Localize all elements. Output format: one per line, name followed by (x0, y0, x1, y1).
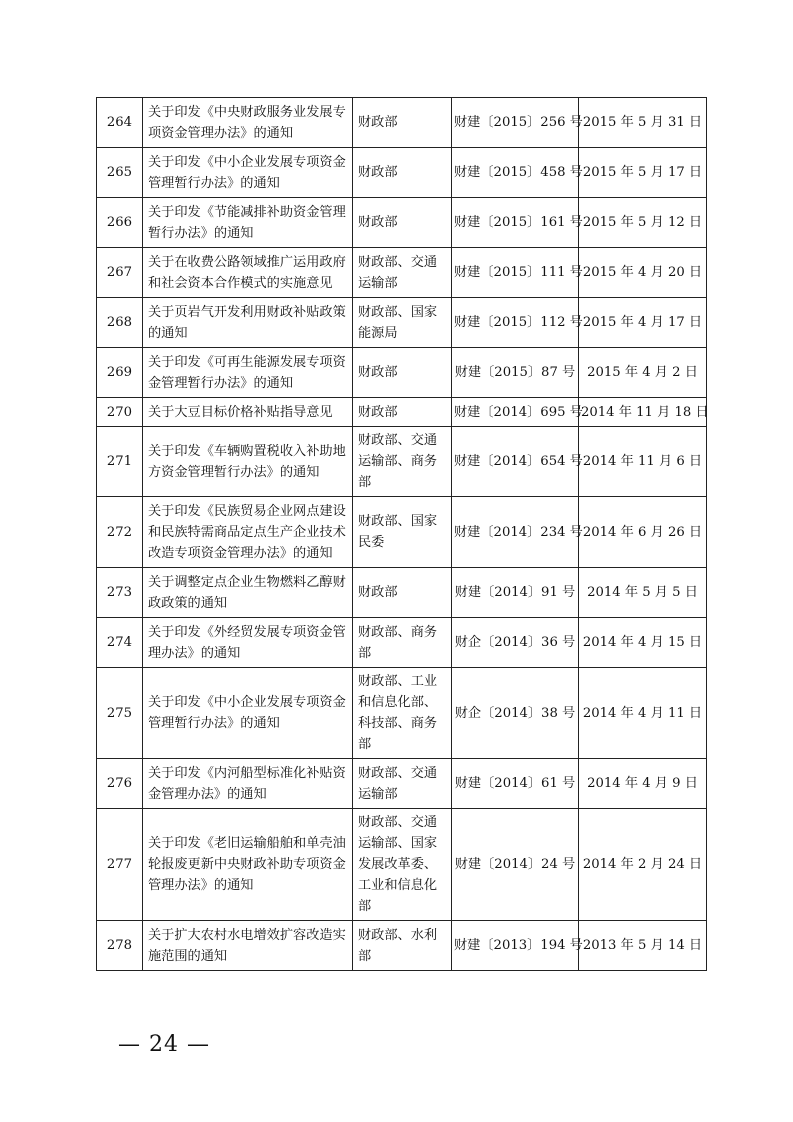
document-number: 财建〔2014〕91 号 (452, 568, 579, 618)
table-row (97, 568, 707, 618)
document-title: 关于印发《老旧运输船舶和单壳油轮报废更新中央财政补助专项资金管理办法》的通知 (143, 809, 353, 921)
row-number: 278 (97, 921, 143, 971)
document-title: 关于印发《外经贸发展专项资金管理办法》的通知 (143, 618, 353, 668)
table-row (97, 921, 707, 971)
table-row (97, 248, 707, 298)
row-number: 267 (97, 248, 143, 298)
document-title: 关于印发《车辆购置税收入补助地方资金管理暂行办法》的通知 (143, 427, 353, 497)
document-number: 财建〔2015〕87 号 (452, 348, 579, 398)
document-number: 财建〔2014〕695 号 (452, 398, 579, 427)
issue-date: 2014 年 4 月 15 日 (579, 618, 707, 668)
document-number: 财建〔2015〕112 号 (452, 298, 579, 348)
issue-date: 2014 年 6 月 26 日 (579, 497, 707, 568)
row-number: 265 (97, 148, 143, 198)
issue-date: 2015 年 4 月 20 日 (579, 248, 707, 298)
issuing-department: 财政部、交通运输部 (353, 759, 452, 809)
document-title: 关于在收费公路领域推广运用政府和社会资本合作模式的实施意见 (143, 248, 353, 298)
row-number: 276 (97, 759, 143, 809)
table-row (97, 198, 707, 248)
table-row (97, 348, 707, 398)
table-row (97, 497, 707, 568)
table-row (97, 759, 707, 809)
row-number: 275 (97, 668, 143, 759)
document-title: 关于印发《中小企业发展专项资金管理暂行办法》的通知 (143, 668, 353, 759)
document-title: 关于大豆目标价格补贴指导意见 (143, 398, 353, 427)
document-number: 财建〔2014〕654 号 (452, 427, 579, 497)
document-number: 财建〔2014〕61 号 (452, 759, 579, 809)
row-number: 268 (97, 298, 143, 348)
row-number: 277 (97, 809, 143, 921)
table-row (97, 298, 707, 348)
table-row (97, 398, 707, 427)
issuing-department: 财政部、国家民委 (353, 497, 452, 568)
table-row (97, 427, 707, 497)
page-number: — 24 — (118, 1032, 210, 1057)
document-number: 财建〔2014〕234 号 (452, 497, 579, 568)
table-row (97, 618, 707, 668)
issue-date: 2014 年 4 月 11 日 (579, 668, 707, 759)
row-number: 264 (97, 98, 143, 148)
issue-date: 2014 年 11 月 18 日 (579, 398, 707, 427)
document-number: 财建〔2015〕161 号 (452, 198, 579, 248)
issue-date: 2015 年 5 月 17 日 (579, 148, 707, 198)
document-number: 财建〔2015〕111 号 (452, 248, 579, 298)
document-title: 关于扩大农村水电增效扩容改造实施范围的通知 (143, 921, 353, 971)
issuing-department: 财政部、工业和信息化部、科技部、商务部 (353, 668, 452, 759)
row-number: 269 (97, 348, 143, 398)
issue-date: 2015 年 4 月 2 日 (579, 348, 707, 398)
issuing-department: 财政部 (353, 198, 452, 248)
document-number: 财建〔2013〕194 号 (452, 921, 579, 971)
policy-document-table (96, 97, 707, 971)
issue-date: 2015 年 5 月 31 日 (579, 98, 707, 148)
document-title: 关于印发《中央财政服务业发展专项资金管理办法》的通知 (143, 98, 353, 148)
issuing-department: 财政部、国家能源局 (353, 298, 452, 348)
document-number: 财企〔2014〕36 号 (452, 618, 579, 668)
row-number: 270 (97, 398, 143, 427)
issuing-department: 财政部、交通运输部、商务部 (353, 427, 452, 497)
issuing-department: 财政部 (353, 398, 452, 427)
document-title: 关于印发《民族贸易企业网点建设和民族特需商品定点生产企业技术改造专项资金管理办法》的通知 (143, 497, 353, 568)
issuing-department: 财政部、交通运输部、国家发展改革委、工业和信息化部 (353, 809, 452, 921)
issue-date: 2015 年 4 月 17 日 (579, 298, 707, 348)
issuing-department: 财政部、交通运输部 (353, 248, 452, 298)
row-number: 266 (97, 198, 143, 248)
document-title: 关于页岩气开发利用财政补贴政策的通知 (143, 298, 353, 348)
document-number: 财建〔2015〕256 号 (452, 98, 579, 148)
issuing-department: 财政部、水利部 (353, 921, 452, 971)
document-title: 关于印发《可再生能源发展专项资金管理暂行办法》的通知 (143, 348, 353, 398)
document-title: 关于印发《中小企业发展专项资金管理暂行办法》的通知 (143, 148, 353, 198)
table-row (97, 148, 707, 198)
issuing-department: 财政部 (353, 568, 452, 618)
document-number: 财企〔2014〕38 号 (452, 668, 579, 759)
document-number: 财建〔2015〕458 号 (452, 148, 579, 198)
issuing-department: 财政部 (353, 98, 452, 148)
table-row (97, 809, 707, 921)
issuing-department: 财政部 (353, 348, 452, 398)
issue-date: 2014 年 4 月 9 日 (579, 759, 707, 809)
issue-date: 2014 年 2 月 24 日 (579, 809, 707, 921)
document-title: 关于印发《节能减排补助资金管理暂行办法》的通知 (143, 198, 353, 248)
row-number: 273 (97, 568, 143, 618)
issue-date: 2014 年 11 月 6 日 (579, 427, 707, 497)
row-number: 272 (97, 497, 143, 568)
issue-date: 2015 年 5 月 12 日 (579, 198, 707, 248)
document-title: 关于印发《内河船型标准化补贴资金管理办法》的通知 (143, 759, 353, 809)
document-title: 关于调整定点企业生物燃料乙醇财政政策的通知 (143, 568, 353, 618)
table-row (97, 98, 707, 148)
issue-date: 2013 年 5 月 14 日 (579, 921, 707, 971)
table-body (97, 98, 707, 971)
table-row (97, 668, 707, 759)
issuing-department: 财政部、商务部 (353, 618, 452, 668)
issue-date: 2014 年 5 月 5 日 (579, 568, 707, 618)
issuing-department: 财政部 (353, 148, 452, 198)
row-number: 271 (97, 427, 143, 497)
row-number: 274 (97, 618, 143, 668)
document-number: 财建〔2014〕24 号 (452, 809, 579, 921)
